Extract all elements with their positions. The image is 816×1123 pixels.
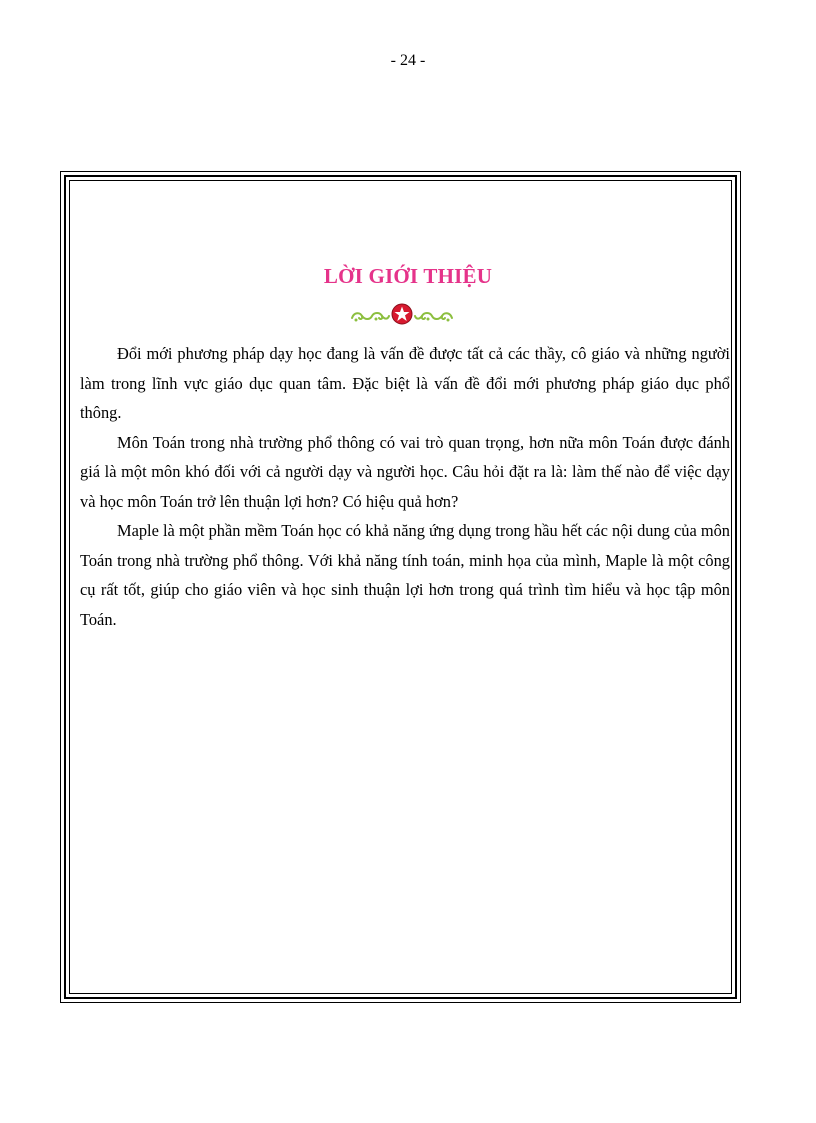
paragraph-1: Đổi mới phương pháp dạy học đang là vấn đề được tất cả các thầy, cô giáo và những người làm trong lĩnh vực giáo dục quan tâm. Đặc biệt là vấn đề đổi mới phương pháp giáo dục phổ thông. [80,344,730,422]
body-text [80,339,730,634]
page-number: - 24 - [390,52,426,69]
paragraph-2: Môn Toán trong nhà trường phổ thông có vai trò quan trọng, hơn nữa môn Toán được đánh giá là một môn khó đối với cả người dạy và người học. Câu hỏi đặt ra là: làm thế nào để việc dạy và học môn Toán trở lên thuận lợi hơn? Có hiệu quả hơn? [80,432,730,511]
floral-star-ornament-icon [348,302,456,326]
paragraph-3: Maple là một phần mềm Toán học có khả năng ứng dụng trong hầu hết các nội dung của môn Toán trong nhà trường phổ thông. Với khả năng tính toán, minh họa của mình, Maple là một công cụ rất tốt, giúp cho giáo viên và học sinh thuận lợi hơn trong quá trình tìm hiểu và học tập môn Toán. [80,521,730,629]
section-title: LỜI GIỚI THIỆU [323,264,493,288]
